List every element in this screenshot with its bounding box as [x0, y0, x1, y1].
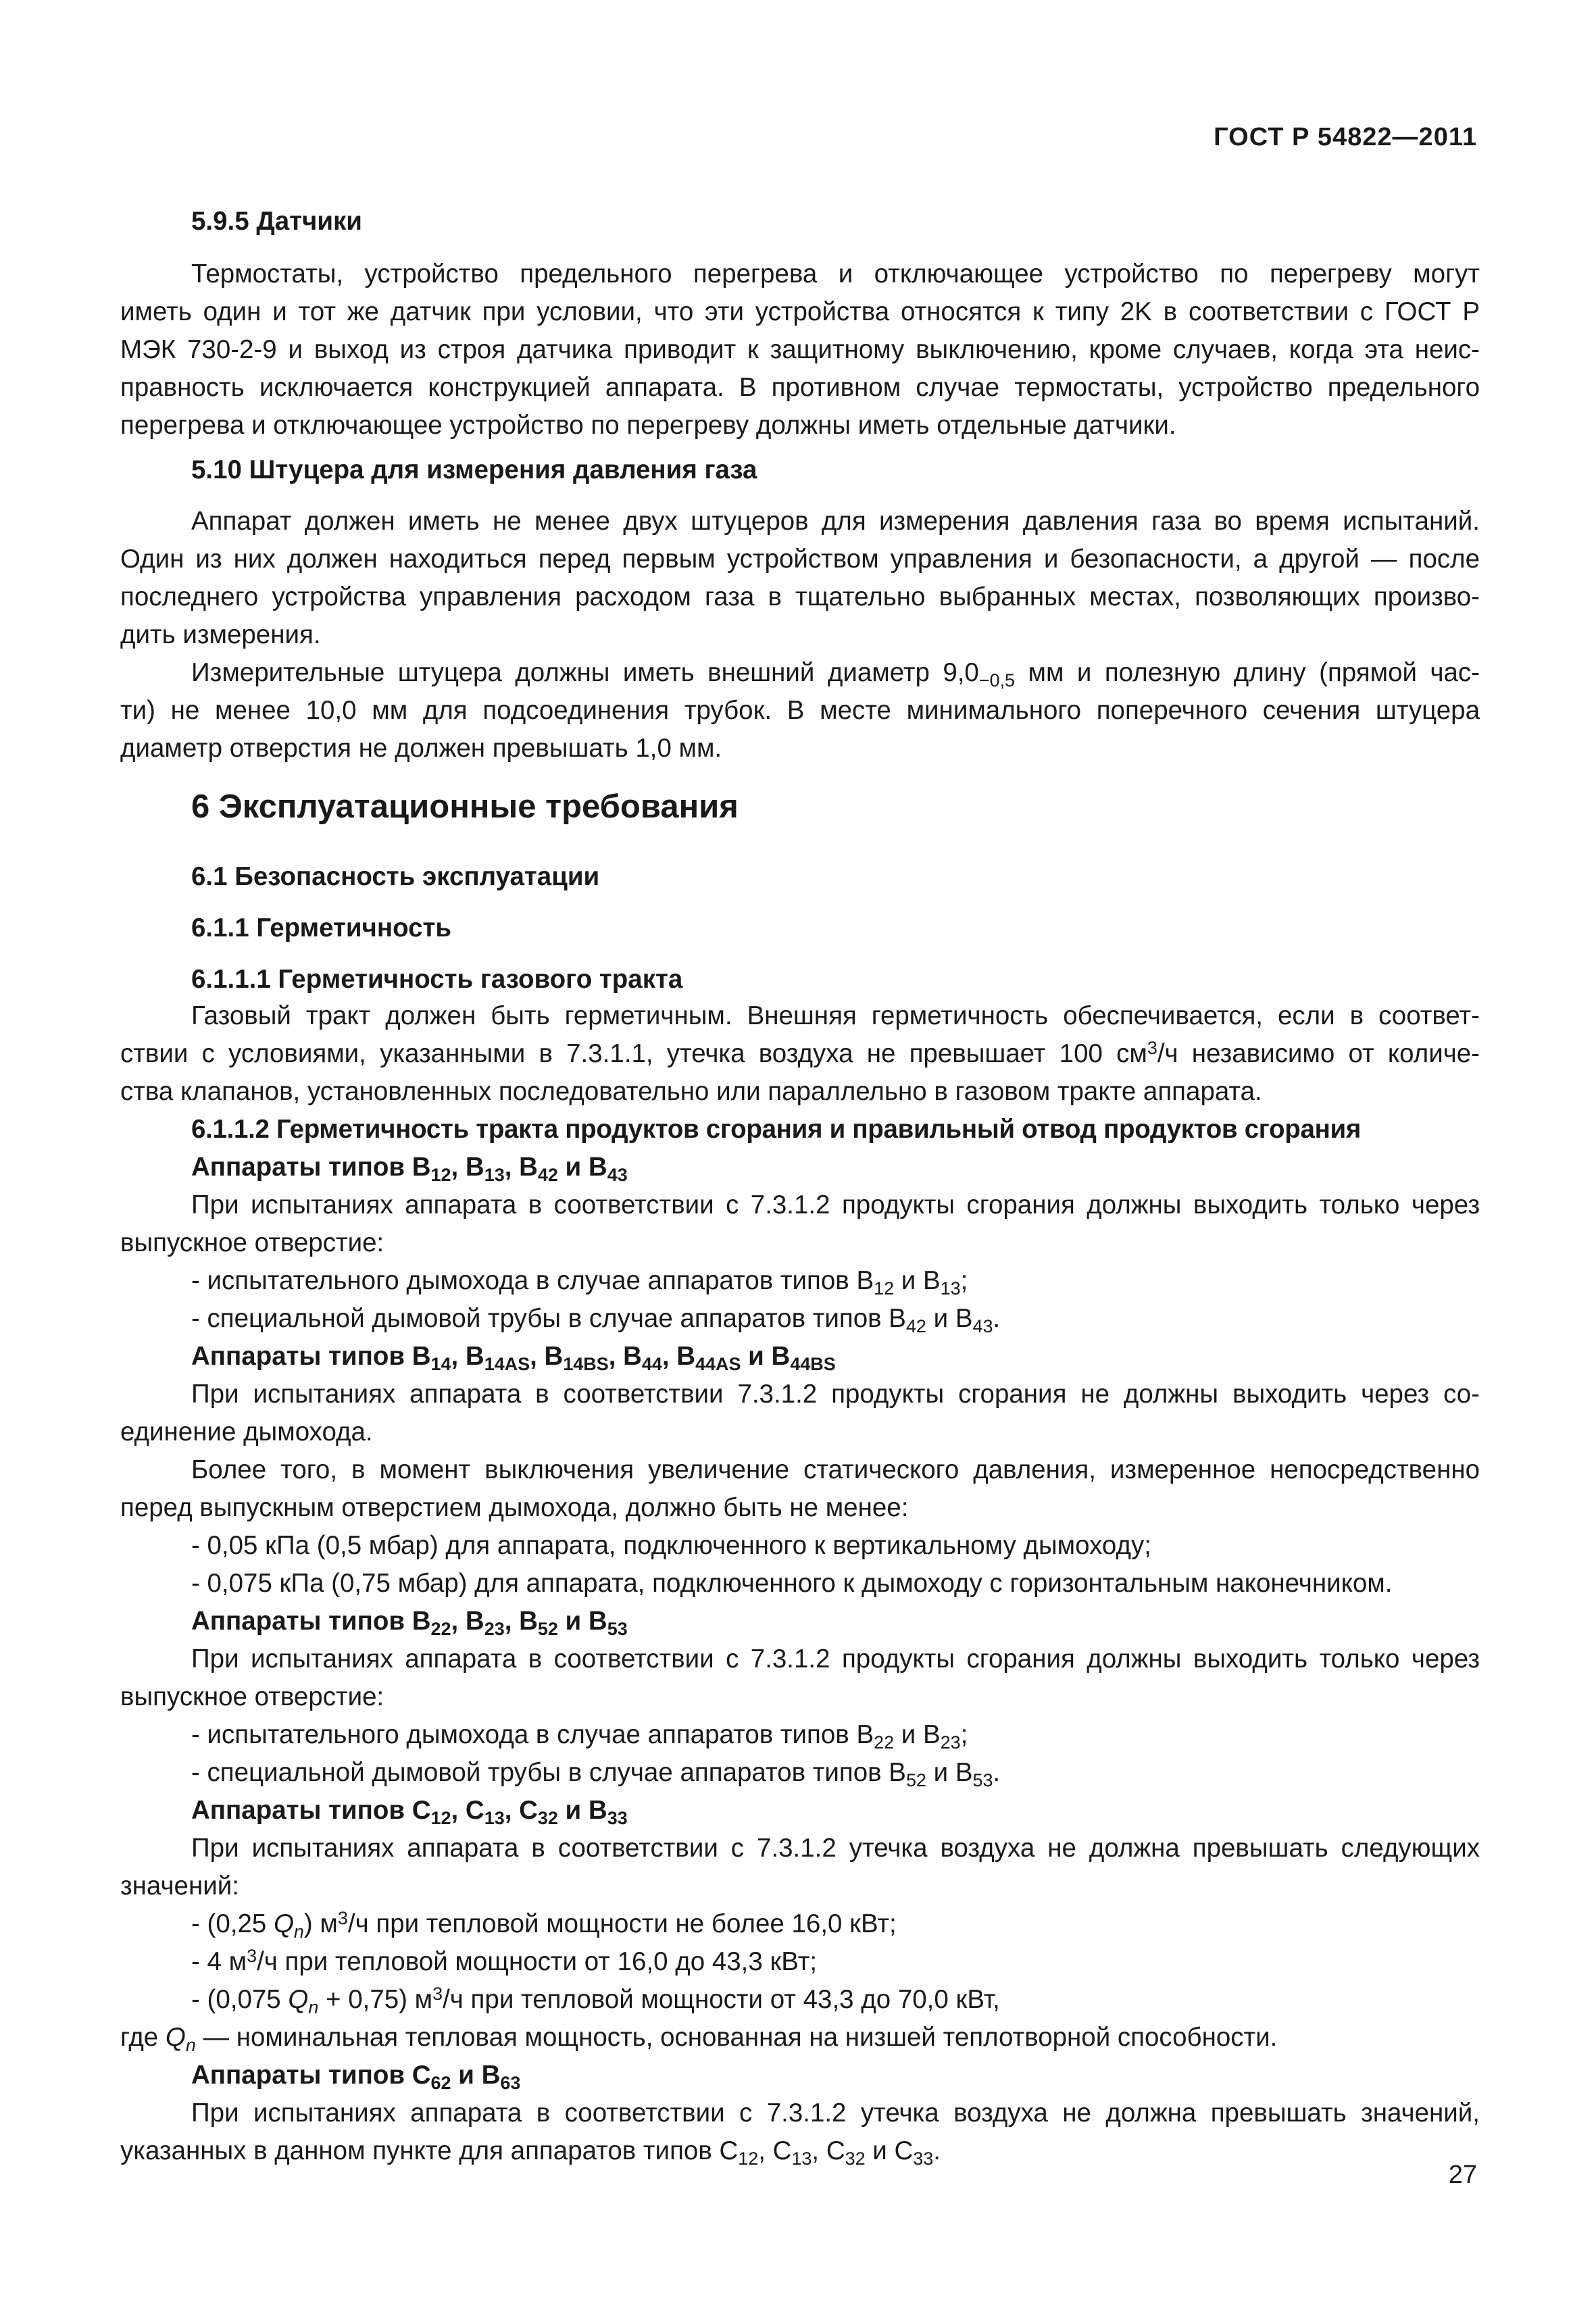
list-item: - испытательного дымохода в случае аппаратов типов $B_{12}$ и $B_{13}$; [191, 1266, 968, 1299]
paragraph-line: Более того, в момент выключения увеличение статического давления, измеренное непосредственно [191, 1455, 1480, 1484]
paragraph-line: При испытаниях аппарата в соответствии 7.3.1.2 продукты сгорания не должны выходить через со- [191, 1380, 1480, 1409]
section-heading: 6.1.1.1 Герметичность газового тракта [191, 965, 683, 994]
list-item: - 0,075 кПа (0,75 мбар) для аппарата, подключенного к дымоходу с горизонтальным наконечником. [191, 1569, 1393, 1598]
paragraph-line: Один из них должен находиться перед первым устройством управления и безопасности, а другой — после [120, 545, 1480, 574]
paragraph-line: единение дымохода. [120, 1417, 373, 1447]
subheading: Аппараты типов $B_{14}$, $B_{14AS}$, $B_{14BS}$, $B_{44}$, $B_{44AS}$ и $B_{44BS}$ [191, 1342, 836, 1375]
list-item: - (0,075 $Q_n + 0,75$) $м^3/ч$ при тепловой мощности от 43,3 до 70,0 кВт, [191, 1983, 1000, 2018]
section-heading: 6.1.1.2 Герметичность тракта продуктов сгорания и правильный отвод продуктов сгорания [191, 1115, 1362, 1144]
subheading: Аппараты типов $B_{12}$, $B_{13}$, $B_{42}$ и $B_{43}$ [191, 1153, 628, 1186]
section-heading: 6.1 Безопасность эксплуатации [191, 862, 600, 891]
paragraph-line: указанных в данном пункте для аппаратов типов $C_{12}$, $C_{13}$, $C_{32}$ и $C_{33}$. [120, 2136, 941, 2169]
paragraph-line: выпускное отверстие: [120, 1228, 384, 1257]
paragraph-line: МЭК 730-2-9 и выход из строя датчика приводит к защитному выключению, кроме случаев, когда эта неис- [120, 335, 1480, 364]
list-item: - специальной дымовой трубы в случае аппаратов типов $B_{42}$ и $B_{43}$. [191, 1304, 1001, 1337]
subheading: Аппараты типов $C_{12}$, $C_{13}$, $C_{32}$ и $B_{33}$ [191, 1796, 628, 1829]
paragraph-line: ствии с условиями, указанными в 7.3.1.1, утечка воздуха не превышает 100 $см^3/ч$ независимо от количе- [120, 1037, 1480, 1068]
paragraph-line: дить измерения. [120, 620, 321, 649]
section-heading: 5.10 Штуцера для измерения давления газа [191, 455, 757, 484]
chapter-heading: 6 Эксплуатационные требования [191, 788, 739, 825]
paragraph-line: ства клапанов, установленных последовательно или параллельно в газовом тракте аппарата. [120, 1077, 1262, 1106]
paragraph-line: перед выпускным отверстием дымохода, должно быть не менее: [120, 1493, 909, 1522]
section-heading: 6.1.1 Герметичность [191, 913, 452, 942]
paragraph-line: Газовый тракт должен быть герметичным. Внешняя герметичность обеспечивается, если в соответ- [191, 1001, 1480, 1030]
paragraph-line: где $Q_n$ — номинальная тепловая мощность, основанная на низшей теплотворной способности. [120, 2023, 1278, 2056]
list-item: - специальной дымовой трубы в случае аппаратов типов $B_{52}$ и $B_{53}$. [191, 1758, 1001, 1791]
paragraph-line: значений: [120, 1871, 239, 1901]
subheading: Аппараты типов $B_{22}$, $B_{23}$, $B_{52}$ и $B_{53}$ [191, 1607, 628, 1640]
section-heading: 5.9.5 Датчики [191, 207, 362, 236]
list-item: - испытательного дымохода в случае аппаратов типов $B_{22}$ и $B_{23}$; [191, 1720, 968, 1753]
paragraph-line: выпускное отверстие: [120, 1682, 384, 1711]
list-item: - 4 $м^3/ч$ при тепловой мощности от 16,0 до 43,3 кВт; [191, 1945, 818, 1976]
paragraph-line: Измерительные штуцера должны иметь внешний диаметр $9,0_{-0,5}$ мм и полезную длину (прямой час- [191, 658, 1480, 691]
paragraph-line: ти) не менее 10,0 мм для подсоединения трубок. В месте минимального поперечного сечения штуцера [120, 696, 1480, 725]
paragraph-line: При испытаниях аппарата в соответствии с 7.3.1.2 продукты сгорания должны выходить только через [191, 1644, 1480, 1674]
paragraph-line: диаметр отверстия не должен превышать 1,0 мм. [120, 734, 722, 763]
paragraph-line: последнего устройства управления расходом газа в тщательно выбранных местах, позволяющих произво- [120, 582, 1480, 611]
paragraph-line: иметь один и тот же датчик при условии, что эти устройства относятся к типу 2K в соответствии с ГОСТ Р [120, 297, 1480, 326]
paragraph-line: При испытаниях аппарата в соответствии с 7.3.1.2 утечка воздуха не должна превышать следующих [191, 1834, 1480, 1863]
paragraph-line: Термостаты, устройство предельного перегрева и отключающее устройство по перегреву могут [191, 259, 1480, 288]
subheading: Аппараты типов $C_{62}$ и $B_{63}$ [191, 2061, 521, 2094]
page-number: 27 [1448, 2161, 1477, 2189]
paragraph-line: При испытаниях аппарата в соответствии с 7.3.1.2 продукты сгорания должны выходить только через [191, 1190, 1480, 1219]
paragraph-line: правность исключается конструкцией аппарата. В противном случае термостаты, устройство предельного [120, 373, 1480, 402]
paragraph-line: Аппарат должен иметь не менее двух штуцеров для измерения давления газа во время испытаний. [191, 507, 1480, 536]
list-item: - 0,05 кПа (0,5 мбар) для аппарата, подключенного к вертикальному дымоходу; [191, 1531, 1151, 1560]
paragraph-line: При испытаниях аппарата в соответствии с 7.3.1.2 утечка воздуха не должна превышать значений, [191, 2098, 1480, 2128]
list-item: - (0,25 $Q_n$) $м^3/ч$ при тепловой мощности не более 16,0 кВт; [191, 1907, 897, 1942]
paragraph-line: перегрева и отключающее устройство по перегреву должны иметь отдельные датчики. [120, 411, 1176, 440]
document-header: ГОСТ Р 54822—2011 [1214, 123, 1477, 151]
